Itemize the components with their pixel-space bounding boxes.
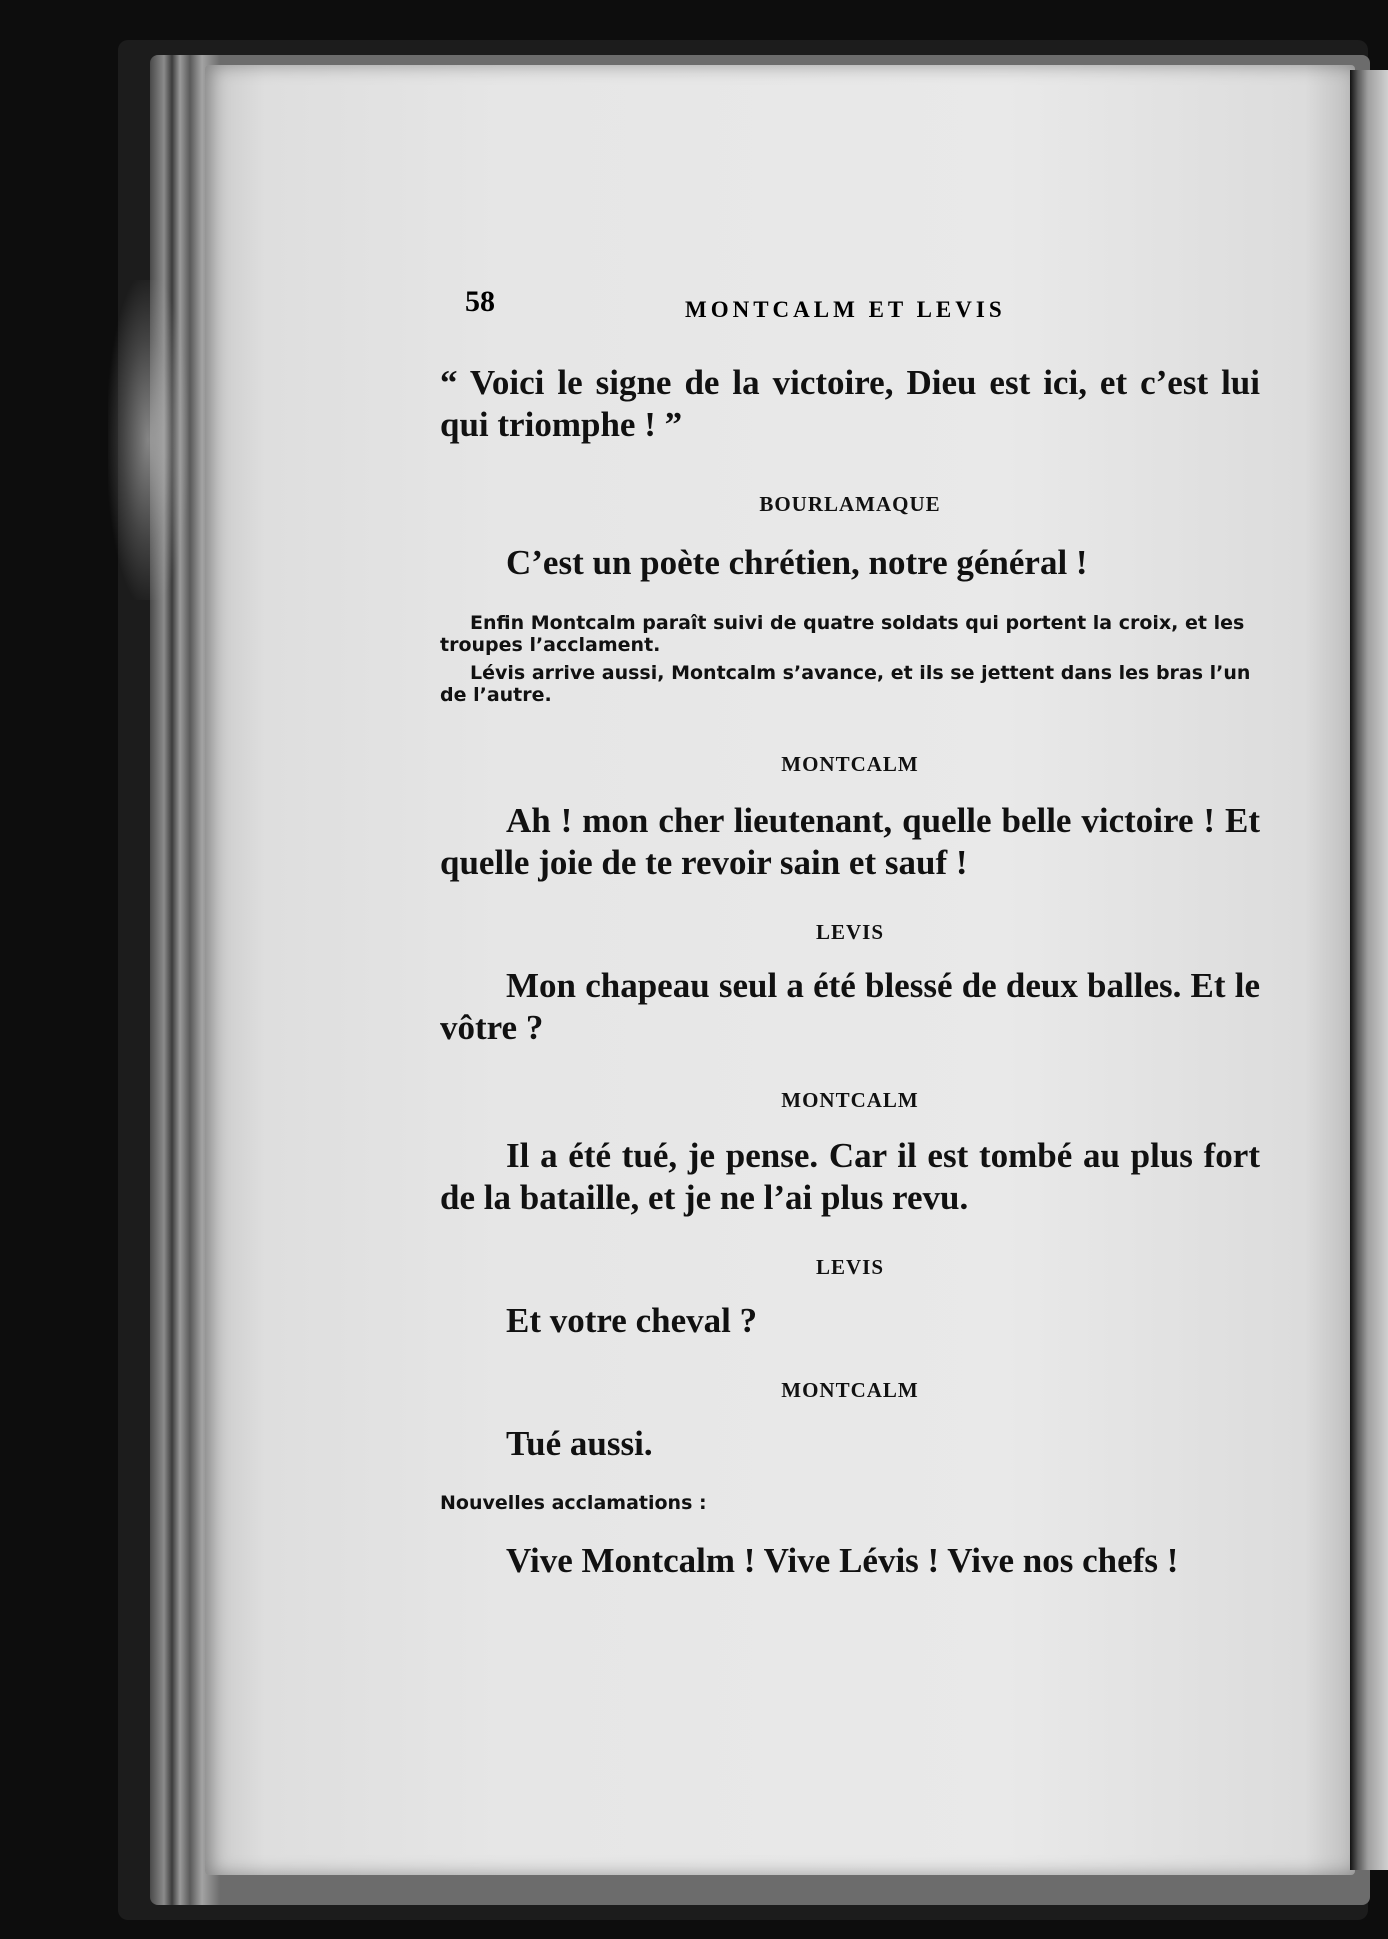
worn-binding-area <box>108 280 188 600</box>
book-title: MONTCALM ET LEVIS <box>685 297 1006 322</box>
dialogue-line: Tué aussi. <box>506 1424 653 1463</box>
speaker-levis: LEVIS <box>815 920 885 944</box>
speaker-montcalm: MONTCALM <box>781 1088 919 1112</box>
facing-page-edge <box>1350 70 1388 1870</box>
speaker-bourlamaque: BOURLAMAQUE <box>759 492 941 516</box>
quote-paragraph: “ Voici le signe de la victoire, Dieu est ici, et c’est lui qui triomphe ! ” <box>440 363 1260 444</box>
dialogue-line: Ah ! mon cher lieutenant, quelle belle victoire ! Et quelle joie de te revoir sain et sauf ! <box>440 801 1260 882</box>
speaker-levis: LEVIS <box>815 1255 885 1279</box>
stage-direction: Lévis arrive aussi, Montcalm s’avance, et ils se jettent dans les bras l’un de l’autre. <box>440 662 1251 706</box>
dialogue-line: C’est un poète chrétien, notre général ! <box>506 543 1088 582</box>
stage-direction: Nouvelles acclamations : <box>440 1492 707 1514</box>
stage-direction: Enfin Montcalm paraît suivi de quatre soldats qui portent la croix, et les troupes l’acclament. <box>440 612 1245 656</box>
dialogue-line: Il a été tué, je pense. Car il est tombé au plus fort de la bataille, et je ne l’ai plus revu. <box>440 1136 1260 1217</box>
dialogue-line: Mon chapeau seul a été blessé de deux balles. Et le vôtre ? <box>440 966 1260 1047</box>
speaker-montcalm: MONTCALM <box>781 1378 919 1402</box>
page-number: 58 <box>465 285 495 318</box>
speaker-montcalm: MONTCALM <box>781 752 919 776</box>
running-head <box>465 285 1065 335</box>
dialogue-line: Vive Montcalm ! Vive Lévis ! Vive nos chefs ! <box>506 1541 1179 1580</box>
dialogue-line: Et votre cheval ? <box>506 1301 758 1340</box>
